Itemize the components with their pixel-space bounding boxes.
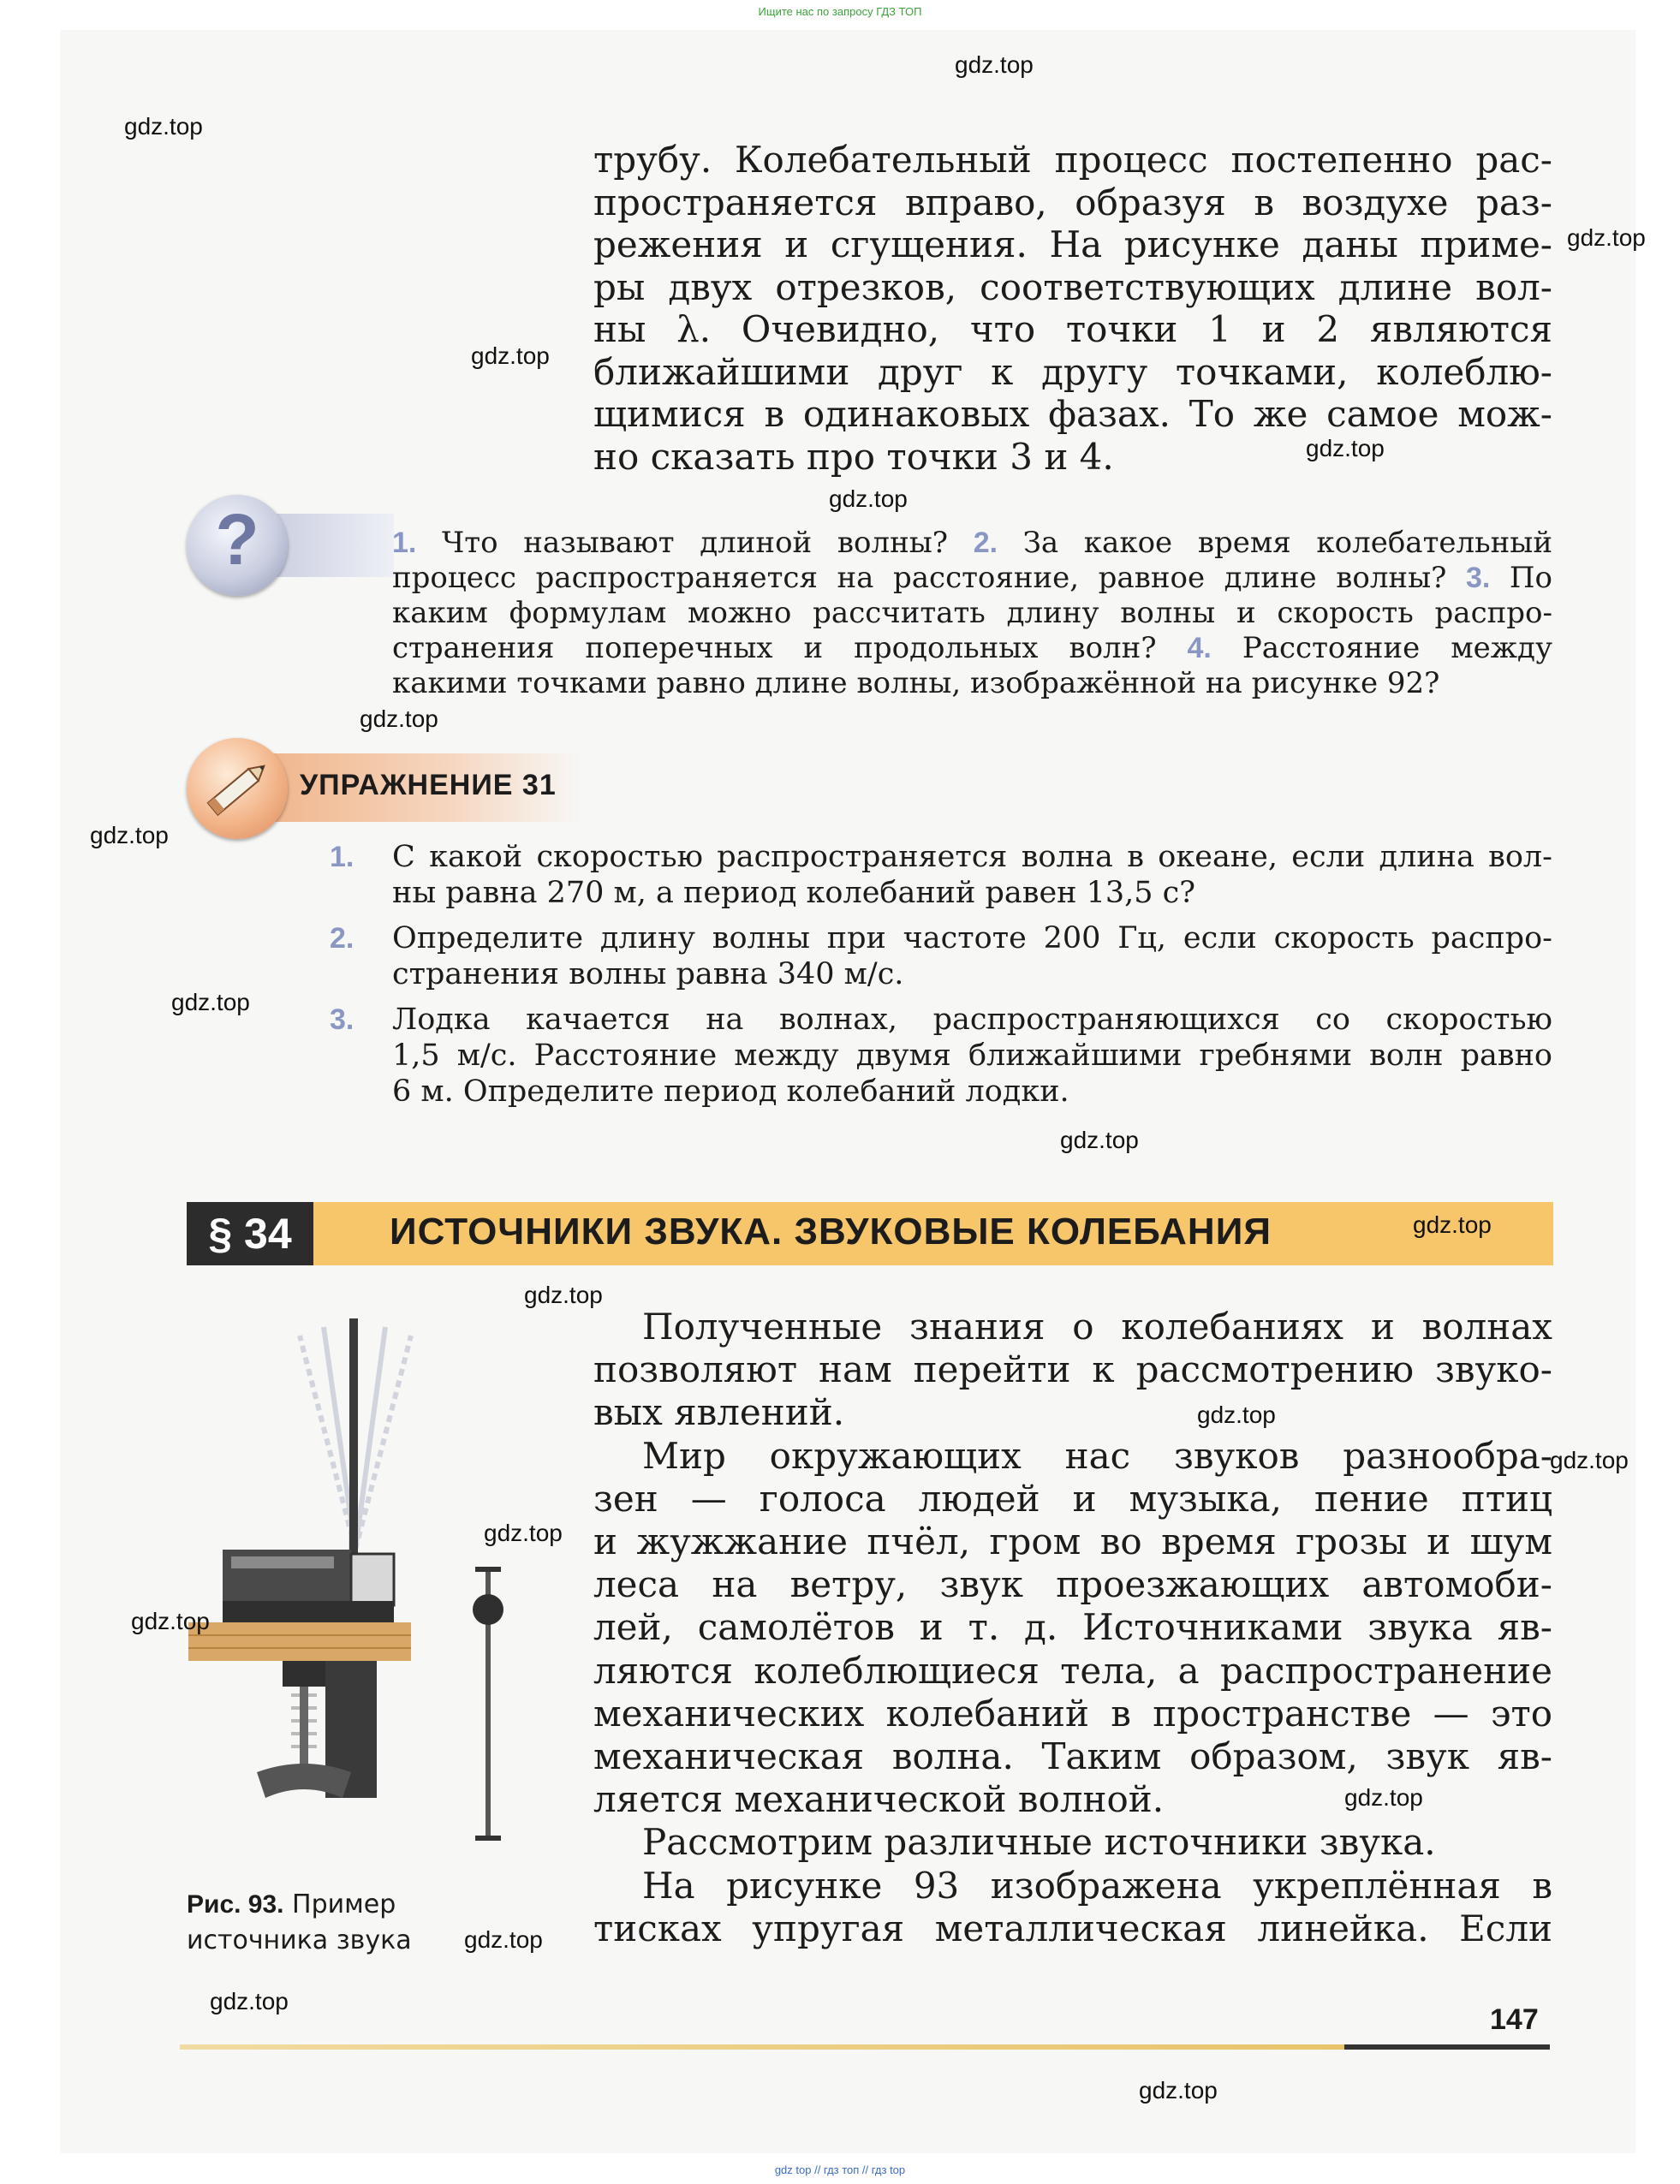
watermark-text: gdz.top [1060,1127,1139,1153]
watermark-text: gdz.top [1344,1784,1423,1811]
intro-line: но сказать про точки 3 и 4. [593,435,1114,478]
watermark-text: gdz.top [1550,1447,1629,1473]
figure-caption-label: Рис. 93. [187,1890,284,1919]
question-number: 3. [1465,562,1491,594]
figure-caption-text1: Пример [283,1889,396,1919]
body-line: механическая волна. Таким образом, звук яв- [593,1735,1552,1777]
figure-caption-line1 [187,1887,396,1923]
watermark-text: gdz.top [124,113,203,140]
body-line: ляется механической волной. [593,1778,1165,1821]
question-line [392,631,1552,665]
body-line: Полученные знания о колебаниях и волнах [642,1306,1552,1348]
body-line: зен — голоса людей и музыка, пение птиц [593,1477,1552,1520]
body-line: Мир окружающих нас звуков разнообра- [642,1434,1552,1477]
exercise-line: ны равна 270 м, а период колебаний равен 13,5 с? [392,876,1196,910]
exercise-line: 6 м. Определите период колебаний лодки. [392,1074,1069,1109]
watermark-text: gdz.top [829,485,908,512]
section-title: ИСТОЧНИКИ ЗВУКА. ЗВУКОВЫЕ КОЛЕБАНИЯ [390,1211,1272,1253]
bottom-note: gdz top // гдз топ // гдз top [774,2163,906,2176]
body-line: механических колебаний в пространстве — это [593,1692,1552,1735]
question-number: 4. [1187,632,1212,664]
footer-rule [180,2044,1550,2050]
watermark-text: gdz.top [131,1608,210,1634]
watermark-text: gdz.top [210,1988,289,2014]
watermark-text: gdz.top [524,1282,603,1308]
top-search-note: Ищите нас по запросу ГДЗ ТОП [758,5,922,18]
exercise-title: УПРАЖНЕНИЕ 31 [300,769,557,801]
question-text: какими точками равно длине волны, изображённой на рисунке 92? [392,666,1440,700]
body-line: вых явлений. [593,1391,845,1434]
question-text: странения поперечных и продольных волн? [392,631,1188,665]
question-number: 1. [392,527,417,559]
question-number: 2. [973,527,998,559]
intro-line: режения и сгущения. На рисунке даны приме- [593,223,1552,265]
intro-line: ближайшими друг к другу точками, колеблю- [593,350,1552,393]
body-line: На рисунке 93 изображена укреплённая в [642,1864,1552,1907]
intro-line: ны λ. Очевидно, что точки 1 и 2 являются [593,308,1552,350]
question-text: Расстояние между [1211,631,1552,665]
watermark-text: gdz.top [1413,1211,1492,1238]
watermark-text: gdz.top [1139,2077,1218,2104]
watermark-text: gdz.top [955,51,1034,78]
exercise-line: Определите длину волны при частоте 200 Гц, если скорость распро- [392,921,1552,955]
body-line: Рассмотрим различные источники звука. [642,1821,1436,1864]
watermark-text: gdz.top [471,342,550,369]
question-line [392,666,1439,700]
watermark-text: gdz.top [484,1520,563,1546]
question-icon: ? [187,495,288,596]
watermark-text: gdz.top [1306,435,1385,461]
watermark-text: gdz.top [1197,1401,1276,1428]
intro-line: ры двух отрезков, соответствующих длине вол- [593,265,1552,308]
body-line: лей, самолётов и т. д. Источниками звука яв- [593,1606,1552,1649]
intro-line: трубу. Колебательный процесс постепенно рас- [593,139,1552,181]
body-line: тисках упругая металлическая линейка. Если [593,1907,1552,1949]
body-line: леса на ветру, звук проезжающих автомоби- [593,1563,1552,1606]
exercise-line: странения волны равна 340 м/с. [392,957,904,991]
question-line [392,561,1552,595]
question-text: За какое время колебательный [998,526,1552,560]
question-text: процесс распространяется на расстояние, равное длине волны? [392,561,1466,595]
question-text: каким формулам можно рассчитать длину волны и скорость распро- [392,596,1552,630]
section-number: § 34 [187,1202,313,1265]
question-line [392,526,1552,560]
exercise-number: 3. [330,1003,354,1036]
watermark-text: gdz.top [171,989,250,1015]
exercise-line: С какой скоростью распространяется волна в океане, если длина вол- [392,840,1552,874]
question-text: По [1490,561,1552,595]
page-number: 147 [1490,2003,1539,2036]
intro-line: пространяется вправо, образуя в воздухе раз- [593,181,1552,223]
pencil-icon [187,738,288,839]
body-line: позволяют нам перейти к рассмотрению звуко- [593,1348,1552,1391]
figure-caption-line2: источника звука [187,1925,412,1955]
watermark-text: gdz.top [1567,224,1646,251]
body-line: ляются колеблющиеся тела, а распространение [593,1649,1552,1692]
figure-vise-ruler [180,1318,557,1883]
question-line [392,596,1552,630]
exercise-line: 1,5 м/с. Расстояние между двумя ближайшими гребнями волн равно [392,1038,1552,1073]
watermark-text: gdz.top [90,822,169,848]
intro-line: щимися в одинаковых фазах. То же самое мож- [593,393,1552,435]
body-line: и жужжание пчёл, гром во время грозы и шум [593,1520,1552,1562]
exercise-number: 1. [330,841,354,873]
exercise-number: 2. [330,922,354,955]
watermark-text: gdz.top [464,1926,543,1953]
watermark-text: gdz.top [360,705,438,732]
question-text: Что называют длиной волны? [416,526,974,560]
exercise-line: Лодка качается на волнах, распространяющихся со скоростью [392,1003,1552,1037]
